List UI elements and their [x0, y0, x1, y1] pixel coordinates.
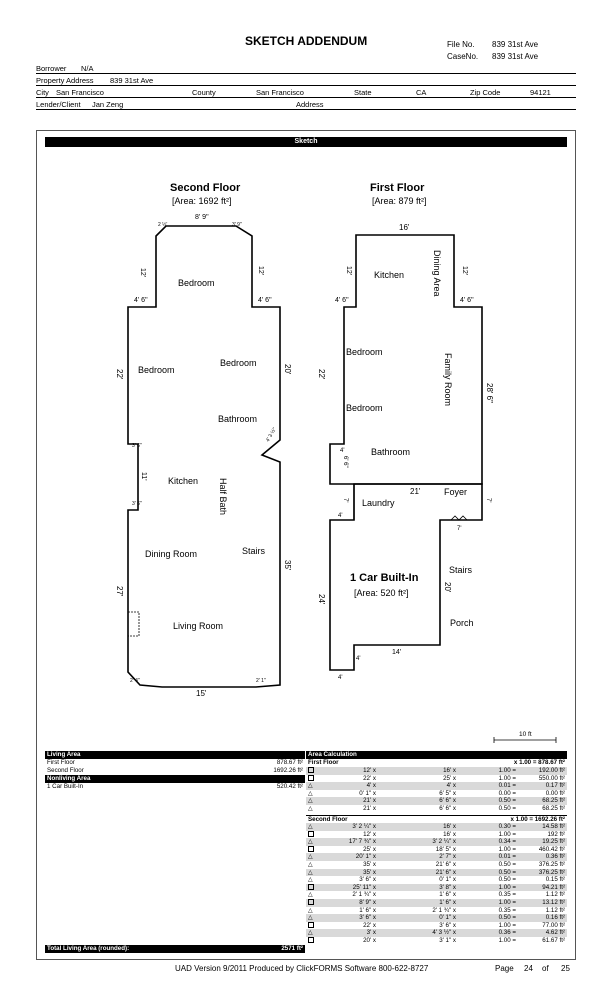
dimension-label: 14' — [392, 649, 402, 656]
dimension-label: 22' — [115, 369, 124, 380]
calc-row — [306, 937, 567, 945]
area-calc-header: Area Calculation — [306, 751, 567, 759]
file-no-label: File No. — [447, 40, 475, 49]
calc-f: 1.00 = — [498, 921, 516, 929]
square-icon — [308, 831, 314, 837]
dimension-label: 4' 6" — [460, 297, 474, 304]
room-label: Kitchen — [374, 270, 405, 280]
dimension-label: 2' 4" — [130, 678, 140, 684]
calc-value: 4.62 ft² — [545, 929, 565, 937]
dimension-label: 8' 9" — [195, 214, 209, 221]
calc-a: 0' 1" x — [359, 789, 376, 797]
calc-value: 0.15 ft² — [545, 876, 565, 884]
room-label: Porch — [450, 618, 474, 628]
calc-value: 0.00 ft² — [545, 789, 565, 797]
zip-value: 94121 — [530, 88, 551, 97]
calc-value: 1.12 ft² — [545, 906, 565, 914]
dimension-label: 21' — [410, 487, 421, 496]
calc-value: 61.67 ft² — [542, 937, 565, 944]
calc-f: 0.01 = — [498, 782, 516, 790]
calc-row — [306, 846, 567, 854]
triangle-icon: △ — [308, 854, 313, 861]
calc-f: 0.30 = — [498, 823, 516, 830]
room-label: Half Bath — [218, 478, 228, 516]
calc-b: 3' 1" x — [439, 937, 456, 944]
triangle-icon: △ — [308, 892, 313, 899]
calc-f: 0.35 = — [498, 906, 516, 914]
zip-label: Zip Code — [470, 88, 501, 97]
calc-row — [306, 907, 567, 915]
second-floor-area: [Area: 1692 ft²] — [172, 196, 232, 206]
calc-f: 1.00 = — [498, 899, 516, 906]
calc-row — [306, 876, 567, 884]
calc-f: 1.00 = — [498, 767, 516, 774]
dimension-label: 12' — [345, 266, 352, 276]
address-label: Address — [296, 100, 324, 109]
room-label: Family Room — [443, 353, 453, 407]
calc-b: 4' x — [446, 782, 456, 790]
page-title: SKETCH ADDENDUM — [245, 34, 368, 48]
calc-a: 25' 11" x — [352, 883, 376, 891]
calc-b: 16' x — [443, 830, 456, 838]
dimension-label: 4' 3 ½" — [265, 426, 278, 443]
calc-a: 3' 2 ¼" x — [352, 823, 376, 830]
dimension-label: 4' 6" — [335, 297, 349, 304]
calc-b: 3' 8" x — [439, 883, 456, 891]
calc-a: 20' 1" x — [355, 853, 376, 861]
calc-value: 460.42 ft² — [538, 845, 565, 853]
calc-b: 16' x — [443, 823, 456, 830]
calc-b: 6' 5" x — [439, 789, 456, 797]
calc-a: 22' x — [363, 774, 376, 782]
calc-row — [306, 823, 567, 831]
calc-a: 3' x — [366, 929, 376, 937]
dimension-label: 20' — [283, 364, 292, 375]
first-floor-title: First Floor — [370, 182, 425, 194]
room-label: Dining Area — [432, 250, 442, 297]
dimension-label: 4' 6" — [258, 297, 272, 304]
calc-row — [306, 853, 567, 861]
square-icon — [308, 767, 314, 773]
second-floor-title: Second Floor — [170, 182, 241, 194]
calc-f: 1.00 = — [498, 774, 516, 782]
dimension-label: 24' — [317, 594, 326, 605]
garage-area: [Area: 520 ft²] — [354, 588, 409, 598]
first-floor-area: [Area: 879 ft²] — [372, 196, 427, 206]
calc-f: 0.50 = — [498, 914, 516, 922]
calc-value: 376.25 ft² — [538, 861, 565, 868]
triangle-icon: △ — [308, 877, 313, 884]
square-icon — [308, 884, 314, 890]
room-label: Bathroom — [371, 447, 411, 457]
table-row: First Floor 878.67 ft² — [47, 759, 303, 766]
borrower-value: N/A — [81, 64, 94, 73]
nonliving-area-header: Nonliving Area — [45, 775, 305, 783]
calc-b: 0' 1" x — [439, 876, 456, 884]
triangle-icon: △ — [308, 798, 313, 805]
triangle-icon: △ — [308, 806, 313, 812]
calc-row — [306, 805, 567, 813]
calc-f: 0.50 = — [498, 861, 516, 868]
calc-b: 21' 6" x — [435, 861, 456, 868]
calc-a: 12' x — [363, 830, 376, 838]
calc-value: 0.17 ft² — [545, 782, 565, 790]
triangle-icon: △ — [308, 862, 313, 868]
calc-b: 3' 2 ¼" x — [432, 838, 456, 846]
page-number: 24 — [524, 964, 533, 973]
calc-value: 94.21 ft² — [542, 883, 565, 891]
calc-row — [306, 929, 567, 937]
dimension-label: 11' — [140, 472, 147, 481]
calc-a: 2' 1 ¾" x — [352, 891, 376, 899]
calc-row — [306, 899, 567, 907]
first-floor-calc-header: First Floor x 1.00 = 878.67 ft² — [308, 759, 565, 766]
calc-b: 1' 6" x — [439, 899, 456, 906]
calc-value: 376.25 ft² — [538, 868, 565, 876]
calc-value: 1.12 ft² — [545, 891, 565, 899]
square-icon — [308, 937, 314, 943]
calc-value: 192.00 ft² — [538, 767, 565, 774]
second-floor-outline — [128, 226, 280, 687]
calc-row — [306, 869, 567, 877]
calc-f: 0.50 = — [498, 797, 516, 805]
city-value: San Francisco — [56, 88, 104, 97]
calc-row — [306, 797, 567, 805]
calc-a: 3' 6" x — [359, 876, 376, 884]
room-label: Bedroom — [178, 278, 215, 288]
fireplace-mark — [128, 612, 139, 636]
calc-a: 21' x — [363, 805, 376, 812]
dimension-label: 22' — [317, 369, 326, 380]
calc-row — [306, 922, 567, 930]
area-calculation-table — [306, 751, 567, 956]
calc-value: 550.00 ft² — [538, 774, 565, 782]
calc-row — [306, 782, 567, 790]
triangle-icon: △ — [308, 790, 313, 797]
dimension-label: 7' — [485, 498, 491, 503]
county-label: County — [192, 88, 216, 97]
calc-b: 3' 6" x — [439, 921, 456, 929]
borrower-label: Borrower — [36, 64, 67, 73]
dimension-label: 16' — [399, 223, 410, 232]
square-icon — [308, 922, 314, 928]
calc-value: 77.00 ft² — [542, 921, 565, 929]
footer-produced: UAD Version 9/2011 Produced by ClickFORMS Software 800-622-8727 — [175, 964, 429, 973]
room-label: Foyer — [444, 487, 468, 497]
case-no-label: CaseNo. — [447, 52, 479, 61]
calc-f: 0.34 = — [498, 838, 516, 846]
file-no-value: 839 31st Ave — [492, 40, 539, 49]
calc-b: 6' 6" x — [439, 805, 456, 812]
calc-b: 18' 5" x — [435, 845, 456, 853]
calc-a: 8' 9" x — [359, 899, 376, 906]
calc-a: 3' 6" x — [359, 914, 376, 922]
dimension-label: 2 ½' — [158, 222, 168, 228]
calc-value: 68.25 ft² — [542, 797, 565, 805]
of-label: of — [542, 964, 549, 973]
calc-value: 192 ft² — [547, 830, 565, 838]
dimension-label: 20' — [443, 582, 452, 593]
calc-a: 22' x — [363, 921, 376, 929]
triangle-icon: △ — [308, 824, 313, 830]
property-address-label: Property Address — [36, 76, 94, 85]
calc-f: 0.50 = — [498, 805, 516, 812]
room-label: Living Room — [173, 621, 224, 631]
calc-a: 35' x — [363, 868, 376, 876]
dimension-label: 7' — [342, 498, 348, 503]
dimension-label: 4' — [338, 675, 343, 681]
triangle-icon: △ — [308, 907, 313, 914]
room-label: Bedroom — [346, 347, 383, 357]
room-label: Stairs — [242, 546, 266, 556]
room-label: Bedroom — [346, 403, 383, 413]
calc-row — [306, 884, 567, 892]
room-label: Bedroom — [138, 365, 175, 375]
triangle-icon: △ — [308, 930, 313, 937]
dimension-label: 12' — [139, 268, 146, 278]
triangle-icon: △ — [308, 839, 313, 846]
calc-b: 25' x — [443, 774, 456, 782]
calc-f: 0.50 = — [498, 868, 516, 876]
room-label: Laundry — [362, 498, 395, 508]
calc-row — [306, 838, 567, 846]
calc-b: 1' 6" x — [439, 891, 456, 899]
calc-value: 0.16 ft² — [545, 914, 565, 922]
city-label: City — [36, 88, 49, 97]
calc-f: 1.00 = — [498, 830, 516, 838]
dimension-label: 4' — [356, 656, 361, 662]
calc-a: 17' 7 ¾" x — [348, 838, 376, 846]
calc-b: 0' 1" x — [439, 914, 456, 922]
sketch-header-bar: Sketch — [45, 137, 567, 147]
dimension-label: 4' — [340, 448, 345, 454]
calc-value: 14.58 ft² — [542, 823, 565, 830]
room-label: Bathroom — [218, 414, 258, 424]
calc-row — [306, 891, 567, 899]
calc-row — [306, 861, 567, 869]
calc-a: 35' x — [363, 861, 376, 868]
calc-b: 2' 1 ¾" x — [432, 906, 456, 914]
room-label: Kitchen — [168, 476, 199, 486]
dimension-label: 4' — [338, 513, 343, 519]
calc-value: 19.25 ft² — [542, 838, 565, 846]
dimension-label: 4' 6" — [134, 297, 148, 304]
dimension-label: 15' — [196, 689, 207, 698]
calc-value: 13.12 ft² — [542, 899, 565, 906]
calc-value: 68.25 ft² — [542, 805, 565, 812]
living-area-header: Living Area — [45, 751, 305, 759]
second-floor-calc-header: Second Floor x 1.00 = 1692.26 ft² — [308, 816, 565, 823]
dimension-label: 35' — [283, 560, 292, 571]
calc-b: 4' 3 ½" x — [432, 929, 456, 937]
calc-a: 4' x — [366, 782, 376, 790]
scale-label: 10 ft — [519, 731, 532, 738]
calc-value: 0.36 ft² — [545, 853, 565, 861]
calc-f: 1.00 = — [498, 845, 516, 853]
calc-row — [306, 914, 567, 922]
dimension-label: 28' 6" — [485, 383, 494, 403]
calc-row — [306, 831, 567, 839]
square-icon — [308, 899, 314, 905]
calc-row — [306, 790, 567, 798]
page-label: Page — [495, 964, 514, 973]
calc-a: 21' x — [363, 797, 376, 805]
property-address-value: 839 31st Ave — [110, 76, 154, 85]
calc-a: 1' 6" x — [359, 906, 376, 914]
calc-a: 25' x — [363, 845, 376, 853]
room-label: Stairs — [449, 565, 473, 575]
table-row: 1 Car Built-In 520.42 ft² — [47, 783, 303, 790]
total-living-area: Total Living Area (rounded): 2571 ft² — [47, 945, 303, 952]
calc-f: 0.35 = — [498, 891, 516, 899]
county-value: San Francisco — [256, 88, 304, 97]
state-label: State — [354, 88, 372, 97]
dimension-label: 2' 1" — [256, 678, 266, 684]
calc-row — [306, 767, 567, 775]
calc-f: 0.00 = — [498, 789, 516, 797]
garage-title: 1 Car Built-In — [350, 572, 419, 584]
calc-b: 21' 6" x — [435, 868, 456, 876]
calc-a: 20' x — [363, 937, 376, 944]
dimension-label: 3' 6" — [132, 443, 142, 449]
dimension-label: 3' 6" — [132, 501, 142, 507]
calc-f: 1.00 = — [498, 883, 516, 891]
dimension-label: 6' 6" — [342, 456, 348, 468]
dimension-label: 7' — [457, 526, 462, 532]
dimension-label: 12' — [461, 266, 468, 276]
state-value: CA — [416, 88, 427, 97]
calc-b: 6' 6" x — [439, 797, 456, 805]
calc-f: 1.00 = — [498, 937, 516, 944]
calc-row — [306, 775, 567, 783]
case-no-value: 839 31st Ave — [492, 52, 539, 61]
triangle-icon: △ — [308, 915, 313, 922]
calc-b: 16' x — [443, 767, 456, 774]
room-label: Bedroom — [220, 358, 257, 368]
living-area-table — [45, 751, 305, 956]
lender-value: Jan Zeng — [92, 100, 124, 109]
triangle-icon: △ — [308, 783, 313, 790]
lender-label: Lender/Client — [36, 100, 81, 109]
triangle-icon: △ — [308, 869, 313, 876]
table-row: Second Floor 1692.26 ft² — [47, 767, 303, 774]
calc-f: 0.36 = — [498, 929, 516, 937]
calc-b: 2' 7" x — [439, 853, 456, 861]
dimension-label: 27' — [115, 586, 124, 597]
square-icon — [308, 846, 314, 852]
square-icon — [308, 775, 314, 781]
calc-f: 0.01 = — [498, 853, 516, 861]
calc-f: 0.50 = — [498, 876, 516, 884]
dimension-label: 3' 9" — [232, 222, 242, 228]
page-total: 25 — [561, 964, 570, 973]
room-label: Dining Room — [145, 549, 198, 559]
dimension-label: 12' — [257, 266, 264, 276]
calc-a: 12' x — [363, 767, 376, 774]
